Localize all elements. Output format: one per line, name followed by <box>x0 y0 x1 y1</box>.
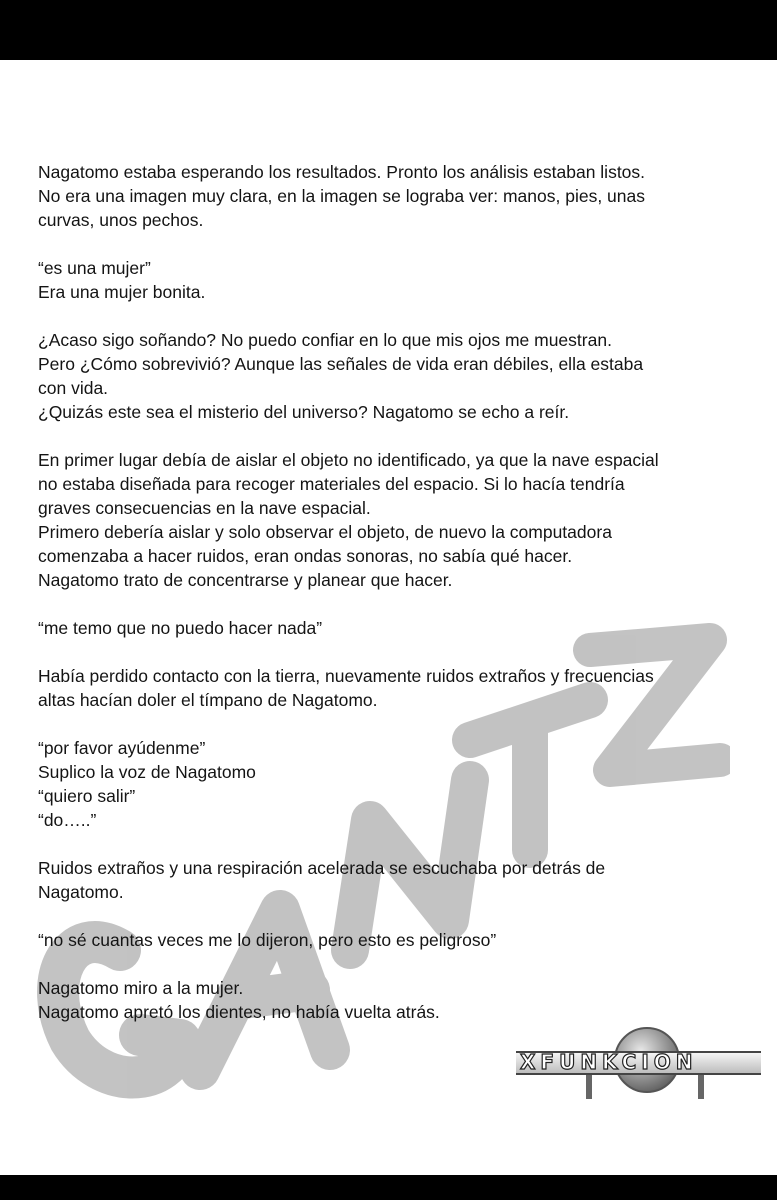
paragraph <box>38 856 758 904</box>
text-line: Nagatomo. <box>38 882 124 902</box>
text-line: Nagatomo miro a la mujer. <box>38 978 244 998</box>
paragraph <box>38 928 758 952</box>
text-line: Suplico la voz de Nagatomo <box>38 762 256 782</box>
text-line: “quiero salir” <box>38 786 136 806</box>
paragraph <box>38 328 758 424</box>
text-line: “do…..” <box>38 810 97 830</box>
logo-text: XFUNKCION <box>520 1050 698 1074</box>
text-line: “es una mujer” <box>38 258 151 278</box>
text-line: Nagatomo apretó los dientes, no había vuelta atrás. <box>38 1002 440 1022</box>
top-black-border <box>0 0 777 60</box>
text-line: “no sé cuantas veces me lo dijeron, pero esto es peligroso” <box>38 930 497 950</box>
text-line: graves consecuencias en la nave espacial. <box>38 498 371 518</box>
text-line: Pero ¿Cómo sobrevivió? Aunque las señales de vida eran débiles, ella estaba <box>38 354 644 374</box>
text-line: curvas, unos pechos. <box>38 210 204 230</box>
text-line: No era una imagen muy clara, en la imagen se lograba ver: manos, pies, unas <box>38 186 645 206</box>
paragraph <box>38 616 758 640</box>
paragraph <box>38 448 758 592</box>
text-line: “por favor ayúdenme” <box>38 738 206 758</box>
bottom-black-border <box>0 1175 777 1200</box>
xfunkcion-logo <box>516 1025 761 1105</box>
text-line: Nagatomo trato de concentrarse y planear que hacer. <box>38 570 453 590</box>
text-line: comenzaba a hacer ruidos, eran ondas sonoras, no sabía qué hacer. <box>38 546 573 566</box>
paragraph <box>38 160 758 232</box>
text-line: Ruidos extraños y una respiración acelerada se escuchaba por detrás de <box>38 858 606 878</box>
text-line: ¿Acaso sigo soñando? No puedo confiar en lo que mis ojos me muestran. <box>38 330 612 350</box>
text-line: Era una mujer bonita. <box>38 282 206 302</box>
page <box>0 60 777 1175</box>
paragraph <box>38 256 758 304</box>
text-line: no estaba diseñada para recoger materiales del espacio. Si lo hacía tendría <box>38 474 625 494</box>
text-line: con vida. <box>38 378 109 398</box>
text-line: Había perdido contacto con la tierra, nuevamente ruidos extraños y frecuencias <box>38 666 654 686</box>
text-line: Nagatomo estaba esperando los resultados. Pronto los análisis estaban listos. <box>38 162 646 182</box>
text-line: En primer lugar debía de aislar el objeto no identificado, ya que la nave espacial <box>38 450 659 470</box>
text-line: “me temo que no puedo hacer nada” <box>38 618 323 638</box>
text-line: ¿Quizás este sea el misterio del universo? Nagatomo se echo a reír. <box>38 402 570 422</box>
document-text <box>38 160 758 1048</box>
paragraph <box>38 736 758 832</box>
text-line: altas hacían doler el tímpano de Nagatomo. <box>38 690 378 710</box>
paragraph <box>38 976 758 1024</box>
logo-post-right <box>698 1075 704 1099</box>
paragraph <box>38 664 758 712</box>
logo-post-left <box>586 1075 592 1099</box>
text-line: Primero debería aislar y solo observar el objeto, de nuevo la computadora <box>38 522 612 542</box>
